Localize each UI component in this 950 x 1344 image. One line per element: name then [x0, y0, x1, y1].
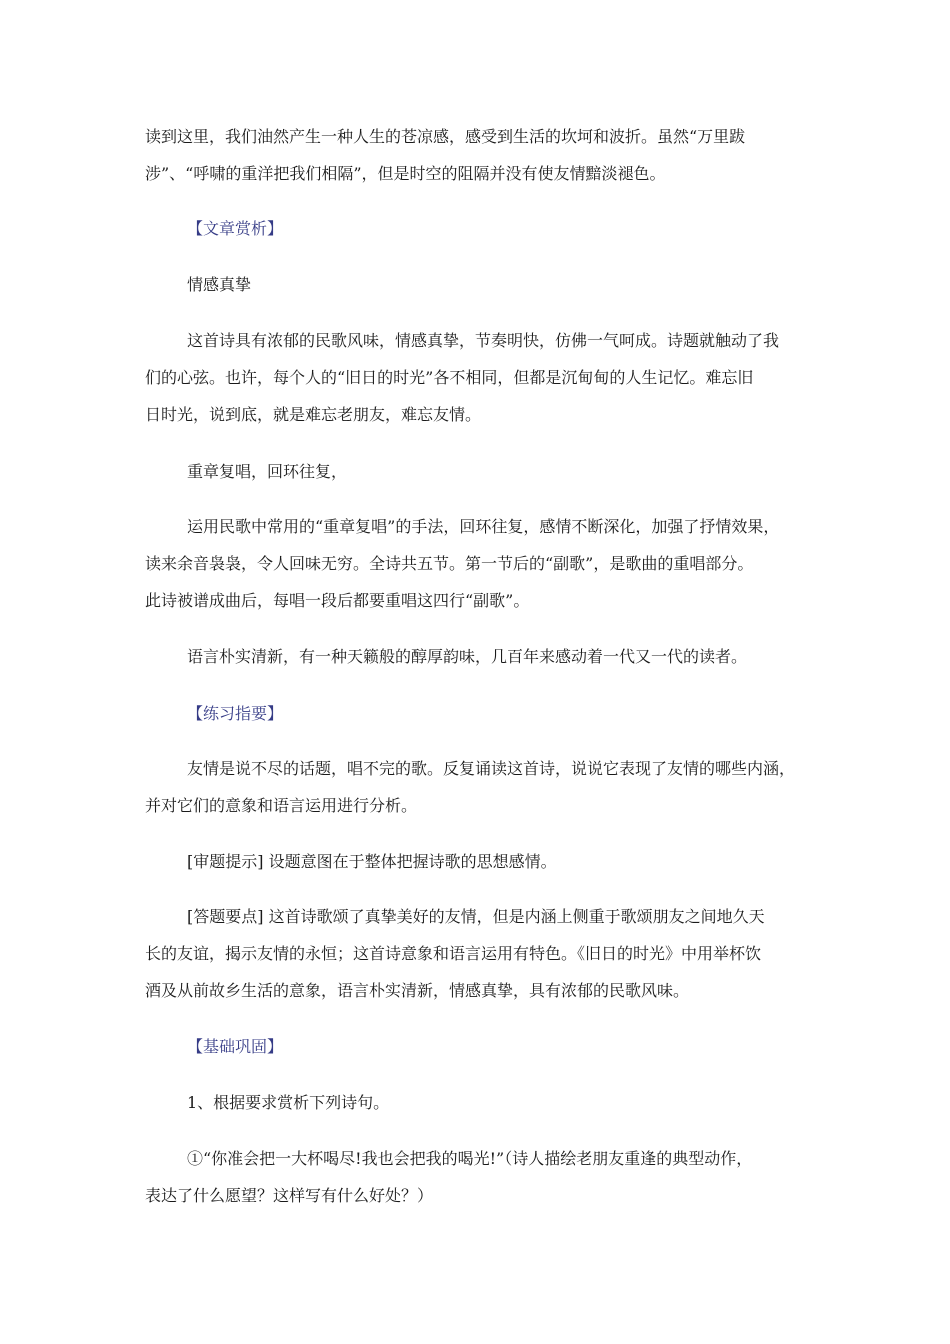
- text-line: 酒及从前故乡生活的意象，语言朴实清新，情感真挚，具有浓郁的民歌风味。: [145, 981, 690, 1000]
- subheading-repetition: 重章复唱，回环往复，: [187, 462, 348, 481]
- text-line: 读来余音袅袅，令人回味无穷。全诗共五节。第一节后的“副歌”，是歌曲的重唱部分。: [145, 554, 754, 573]
- text-line: 涉”、“呼啸的重洋把我们相隔”，但是时空的阻隔并没有使友情黯淡褪色。: [145, 164, 666, 183]
- text-line: 友情是说不尽的话题，唱不完的歌。反复诵读这首诗，说说它表现了友情的哪些内涵，: [187, 759, 796, 778]
- text-line: 此诗被谱成曲后，每唱一段后都要重唱这四行“副歌”。: [145, 591, 530, 610]
- question-1-item-1: [145, 1140, 815, 1214]
- text-line: [答题要点] 这首诗歌颂了真挚美好的友情，但是内涵上侧重于歌颂朋友之间地久天: [187, 907, 765, 926]
- question-1: 1、根据要求赏析下列诗句。: [187, 1093, 390, 1112]
- paragraph-sincere-emotion: [145, 322, 815, 433]
- section-heading-analysis: 【文章赏析】: [187, 219, 284, 238]
- text-line: 并对它们的意象和语言运用进行分析。: [145, 796, 418, 815]
- paragraph-repetition: [145, 508, 815, 619]
- text-line: 这首诗具有浓郁的民歌风味，情感真挚，节奏明快，仿佛一气呵成。诗题就触动了我: [187, 331, 780, 350]
- section-heading-practice: 【练习指要】: [187, 704, 284, 723]
- text-line: 读到这里，我们油然产生一种人生的苍凉感，感受到生活的坎坷和波折。虽然“万里跋: [145, 127, 746, 146]
- paragraph-language: 语言朴实清新，有一种天籁般的醇厚韵味，几百年来感动着一代又一代的读者。: [187, 647, 748, 666]
- text-line: 运用民歌中常用的“重章复唱”的手法，回环往复，感情不断深化，加强了抒情效果，: [187, 517, 780, 536]
- text-line: 日时光，说到底，就是难忘老朋友，难忘友情。: [145, 405, 482, 424]
- paragraph-practice-question: [145, 750, 815, 824]
- section-heading-basics: 【基础巩固】: [187, 1037, 284, 1056]
- paragraph-intro: [145, 118, 815, 192]
- text-line: 表达了什么愿望？这样写有什么好处？）: [145, 1186, 434, 1205]
- paragraph-hint: [审题提示] 设题意图在于整体把握诗歌的思想感情。: [187, 852, 557, 871]
- text-line: 们的心弦。也许，每个人的“旧日的时光”各不相同，但都是沉甸甸的人生记忆。难忘旧: [145, 368, 754, 387]
- text-line: ①“你准会把一大杯喝尽!我也会把我的喝光!”（诗人描绘老朋友重逢的典型动作，: [187, 1149, 753, 1168]
- subheading-sincere-emotion: 情感真挚: [187, 275, 252, 294]
- text-line: 长的友谊，揭示友情的永恒；这首诗意象和语言运用有特色。《旧日的时光》中用举杯饮: [145, 944, 762, 963]
- paragraph-answer: [145, 898, 815, 1009]
